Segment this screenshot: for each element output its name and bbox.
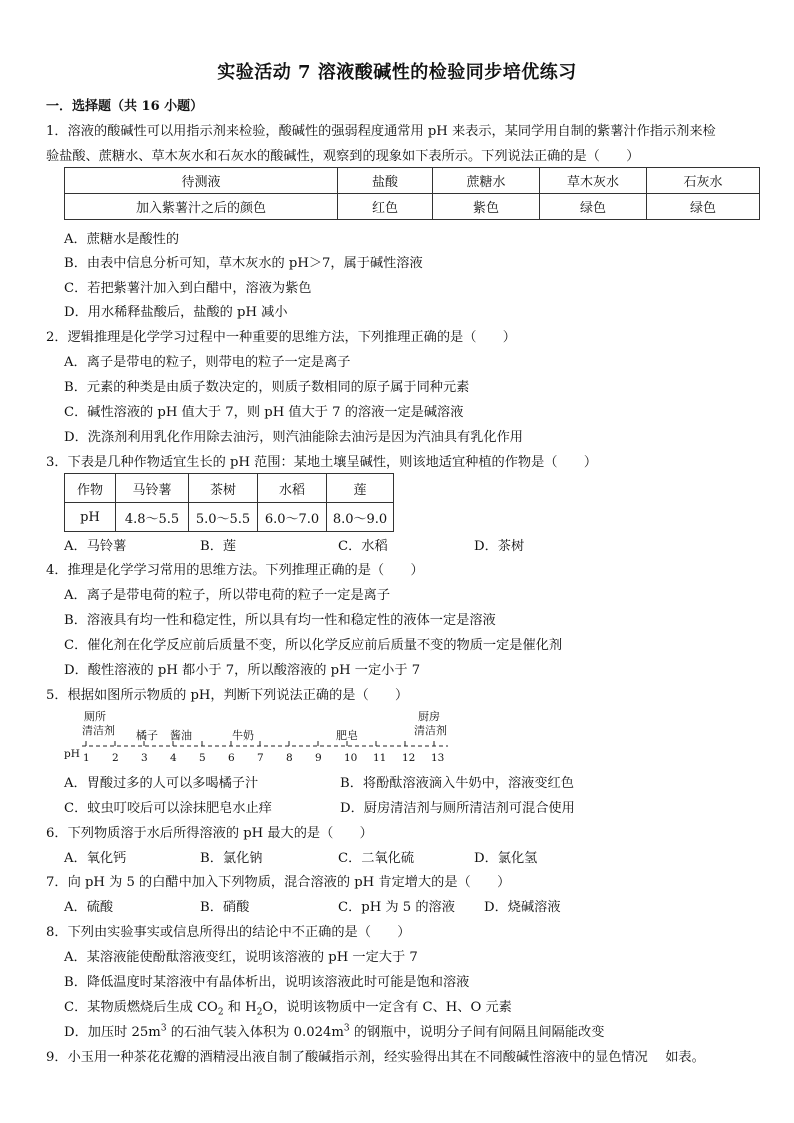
ph-tick-label: 7	[257, 752, 264, 764]
q4-option-c: C．催化剂在化学反应前后质量不变，所以化学反应前后质量不变的物质一定是催化剂	[64, 638, 563, 653]
ph-tick-label: 10	[344, 752, 358, 764]
q5-option-b: B．将酚酞溶液滴入牛奶中，溶液变红色	[340, 776, 574, 791]
table-cell: 水稻	[258, 474, 327, 503]
ph-scale-figure	[64, 708, 464, 768]
q6-line-1: 6．下列物质溶于水后所得溶液的 pH 最大的是（ ）	[46, 826, 373, 841]
q3-option-a: A．马铃薯	[64, 539, 127, 554]
ph-tick-label: 1	[83, 752, 90, 764]
q6-option-d: D．氯化氢	[474, 851, 538, 866]
q4-option-a: A．离子是带电荷的粒子，所以带电荷的粒子一定是离子	[64, 588, 391, 603]
q1-option-a: A．蔗糖水是酸性的	[64, 232, 180, 247]
q3-option-d: D．茶树	[474, 539, 525, 554]
table-cell: 6.0～7.0	[258, 503, 327, 532]
scale-label: 酱油	[170, 729, 192, 742]
ph-tick-label: 4	[170, 752, 177, 764]
q8-option-a: A．某溶液能使酚酞溶液变红，说明该溶液的 pH 一定大于 7	[64, 950, 418, 965]
q3-option-b: B．莲	[200, 539, 237, 554]
table-cell: 5.0～5.5	[189, 503, 258, 532]
q5-option-d: D．厨房清洁剂与厕所清洁剂可混合使用	[340, 801, 575, 816]
q5-line-1: 5．根据如图所示物质的 pH，判断下列说法正确的是（ ）	[46, 688, 409, 703]
scale-label: 厨房	[418, 710, 440, 723]
scale-label: 肥皂	[336, 729, 358, 742]
table-cell: 作物	[65, 474, 116, 503]
q2-option-a: A．离子是带电的粒子，则带电的粒子一定是离子	[64, 355, 351, 370]
q8-option-c-text: C．某物质燃烧后生成 CO	[64, 1000, 218, 1015]
table-cell: 8.0～9.0	[327, 503, 394, 532]
q2-option-b: B．元素的种类是由质子数决定的，则质子数相同的原子属于同种元素	[64, 380, 470, 395]
scale-label: 清洁剂	[82, 724, 115, 737]
table-cell: 待测液	[65, 168, 338, 194]
q8-option-d-text: 的钢瓶中，说明分子间有间隔且间隔能改变	[349, 1025, 605, 1040]
superscript: 3	[160, 1023, 167, 1034]
ph-tick-label: 3	[141, 752, 148, 764]
ph-tick-label: 11	[373, 752, 387, 764]
q8-option-d-text: D．加压时 25m	[64, 1025, 161, 1040]
table-cell: 石灰水	[647, 168, 760, 194]
table-cell: 蔗糖水	[433, 168, 540, 194]
table-cell: 马铃薯	[116, 474, 189, 503]
scale-label: 厕所	[84, 710, 106, 723]
table-cell: 盐酸	[338, 168, 433, 194]
table-row	[65, 474, 394, 503]
ph-tick-label: 13	[431, 752, 445, 764]
q7-option-b: B．硝酸	[200, 900, 250, 915]
table-cell: 红色	[338, 194, 433, 220]
q8-option-c-text: O，说明该物质中一定含有 C、H、O 元素	[262, 1000, 512, 1015]
ph-axis-label: pH	[64, 748, 80, 760]
subscript: 2	[217, 1007, 224, 1018]
scale-label: 清洁剂	[414, 724, 447, 737]
q1-line-1: 1．溶液的酸碱性可以用指示剂来检验，酸碱性的强弱程度通常用 pH 来表示，某同学用自制的紫薯汁作指示剂来检	[46, 124, 716, 139]
table-cell: 绿色	[647, 194, 760, 220]
q8-option-b: B．降低温度时某溶液中有晶体析出，说明该溶液此时可能是饱和溶液	[64, 975, 470, 990]
q6-option-b: B．氯化钠	[200, 851, 263, 866]
table-row	[65, 168, 760, 194]
q1-option-d: D．用水稀释盐酸后，盐酸的 pH 减小	[64, 305, 288, 320]
ph-tick-label: 6	[228, 752, 235, 764]
table-cell: 4.8～5.5	[116, 503, 189, 532]
q6-option-c: C．二氧化硫	[338, 851, 415, 866]
q1-table	[64, 167, 760, 220]
ph-tick-label: 12	[402, 752, 416, 764]
q4-option-d: D．酸性溶液的 pH 都小于 7，所以酸溶液的 pH 一定小于 7	[64, 663, 421, 678]
ph-tick-label: 9	[315, 752, 322, 764]
q7-option-a: A．硫酸	[64, 900, 114, 915]
q7-option-c: C．pH 为 5 的溶液	[338, 900, 455, 915]
q4-option-b: B．溶液具有均一性和稳定性，所以具有均一性和稳定性的液体一定是溶液	[64, 613, 496, 628]
ph-tick-label: 2	[112, 752, 119, 764]
q2-option-c: C．碱性溶液的 pH 值大于 7，则 pH 值大于 7 的溶液一定是碱溶液	[64, 405, 464, 420]
q8-option-d-text: 的石油气装入体积为 0.024m	[166, 1025, 344, 1040]
page-title: 实验活动 7 溶液酸碱性的检验同步培优练习	[217, 62, 577, 83]
q3-option-c: C．水稻	[338, 539, 388, 554]
q2-option-d: D．洗涤剂利用乳化作用除去油污，则汽油能除去油污是因为汽油具有乳化作用	[64, 430, 523, 445]
q7-line-1: 7．向 pH 为 5 的白醋中加入下列物质，混合溶液的 pH 肯定增大的是（ ）	[46, 875, 511, 890]
table-cell: 加入紫薯汁之后的颜色	[65, 194, 338, 220]
q2-line-1: 2．逻辑推理是化学学习过程中一种重要的思维方法，下列推理正确的是（ ）	[46, 330, 516, 345]
table-cell: 绿色	[540, 194, 647, 220]
q1-option-c: C．若把紫薯汁加入到白醋中，溶液为紫色	[64, 281, 312, 296]
ph-tick-label: 8	[286, 752, 293, 764]
table-cell: 紫色	[433, 194, 540, 220]
scale-label: 橘子	[136, 729, 158, 742]
section-heading: 一．选择题（共 16 小题）	[46, 99, 204, 114]
table-cell: 茶树	[189, 474, 258, 503]
q6-option-a: A．氧化钙	[64, 851, 127, 866]
scale-label: 牛奶	[232, 729, 254, 742]
table-row	[65, 503, 394, 532]
q3-line-1: 3．下表是几种作物适宜生长的 pH 范围：某地土壤呈碱性，则该地适宜种植的作物是（ ）	[46, 455, 598, 470]
superscript: 3	[343, 1023, 350, 1034]
table-cell: 莲	[327, 474, 394, 503]
q1-line-2: 验盐酸、蔗糖水、草木灰水和石灰水的酸碱性，观察到的现象如下表所示。下列说法正确的是（ ）	[46, 149, 640, 164]
q8-option-c	[64, 996, 512, 1018]
q7-option-d: D．烧碱溶液	[484, 900, 561, 915]
table-cell: pH	[65, 503, 116, 532]
ph-tick-label: 5	[199, 752, 206, 764]
q9-line-1: 9．小玉用一种茶花花瓣的酒精浸出液自制了酸碱指示剂，经实验得出其在不同酸碱性溶液中的显色情况 如表。	[46, 1050, 705, 1065]
subscript: 2	[256, 1007, 263, 1018]
q5-option-a: A．胃酸过多的人可以多喝橘子汁	[64, 776, 259, 791]
q5-option-c: C．蚊虫叮咬后可以涂抹肥皂水止痒	[64, 801, 272, 816]
table-cell: 草木灰水	[540, 168, 647, 194]
q8-line-1: 8．下列由实验事实或信息所得出的结论中不正确的是（ ）	[46, 925, 411, 940]
q8-option-d	[64, 1021, 604, 1040]
q3-table	[64, 473, 394, 532]
table-row	[65, 194, 760, 220]
q4-line-1: 4．推理是化学学习常用的思维方法。下列推理正确的是（ ）	[46, 563, 424, 578]
q1-option-b: B．由表中信息分析可知，草木灰水的 pH＞7，属于碱性溶液	[64, 256, 423, 271]
q8-option-c-text: 和 H	[223, 1000, 257, 1015]
